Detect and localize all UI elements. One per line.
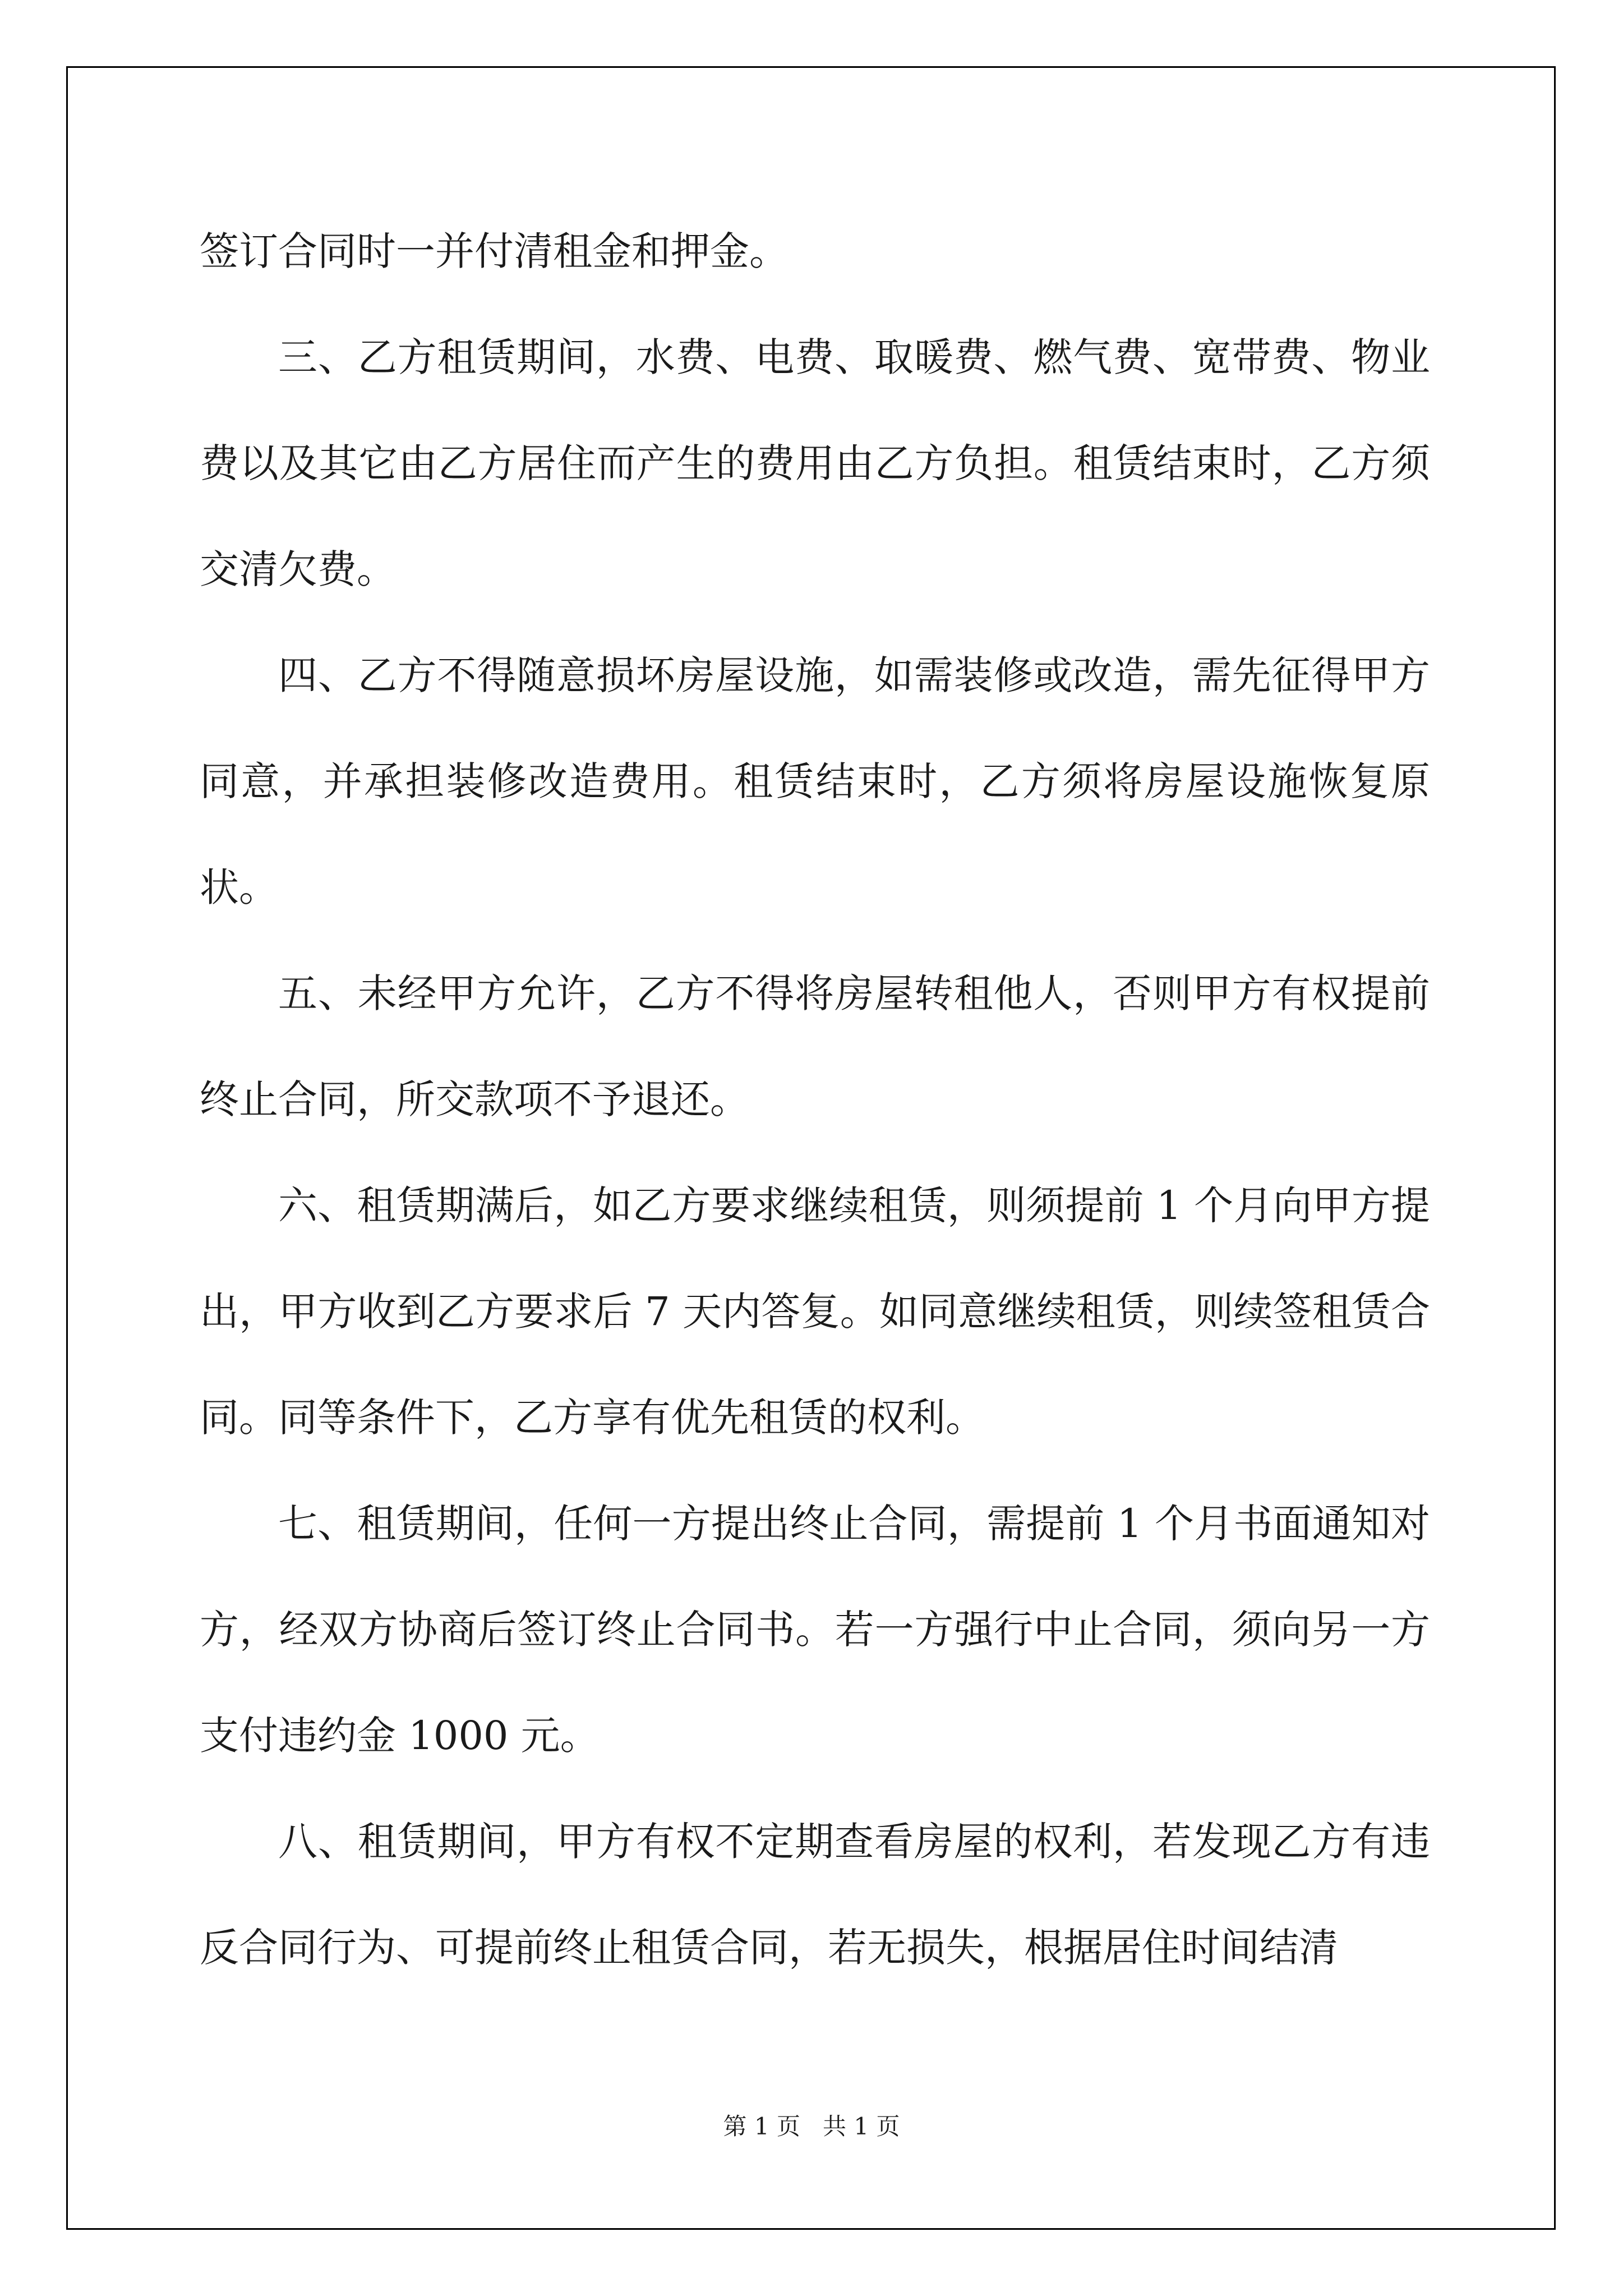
document-body xyxy=(200,199,1430,2001)
paragraph: 五、未经甲方允许，乙方不得将房屋转租他人，否则甲方有权提前终止合同，所交款项不予退还。 xyxy=(200,970,1430,1122)
paragraph: 签订合同时一并付清租金和押金。 xyxy=(200,228,789,274)
page-number-footer: 第 1 页 共 1 页 xyxy=(723,2113,900,2140)
paragraph: 八、租赁期间，甲方有权不定期查看房屋的权利，若发现乙方有违反合同行为、可提前终止租赁合同，若无损失，根据居住时间结清 xyxy=(200,1819,1430,1971)
paragraph: 三、乙方租赁期间，水费、电费、取暖费、燃气费、宽带费、物业费以及其它由乙方居住而产生的费用由乙方负担。租赁结束时，乙方须交清欠费。 xyxy=(200,334,1430,592)
paragraph: 四、乙方不得随意损坏房屋设施，如需装修或改造，需先征得甲方同意，并承担装修改造费用。租赁结束时，乙方须将房屋设施恢复原状。 xyxy=(200,652,1430,910)
paragraph: 七、租赁期间，任何一方提出终止合同，需提前 1 个月书面通知对方，经双方协商后签订终止合同书。若一方强行中止合同，须向另一方支付违约金 1000 元。 xyxy=(200,1501,1430,1759)
paragraph: 六、租赁期满后，如乙方要求继续租赁，则须提前 1 个月向甲方提出，甲方收到乙方要求后 7 天内答复。如同意继续租赁，则续签租赁合同。同等条件下，乙方享有优先租赁的权利。 xyxy=(200,1182,1430,1441)
